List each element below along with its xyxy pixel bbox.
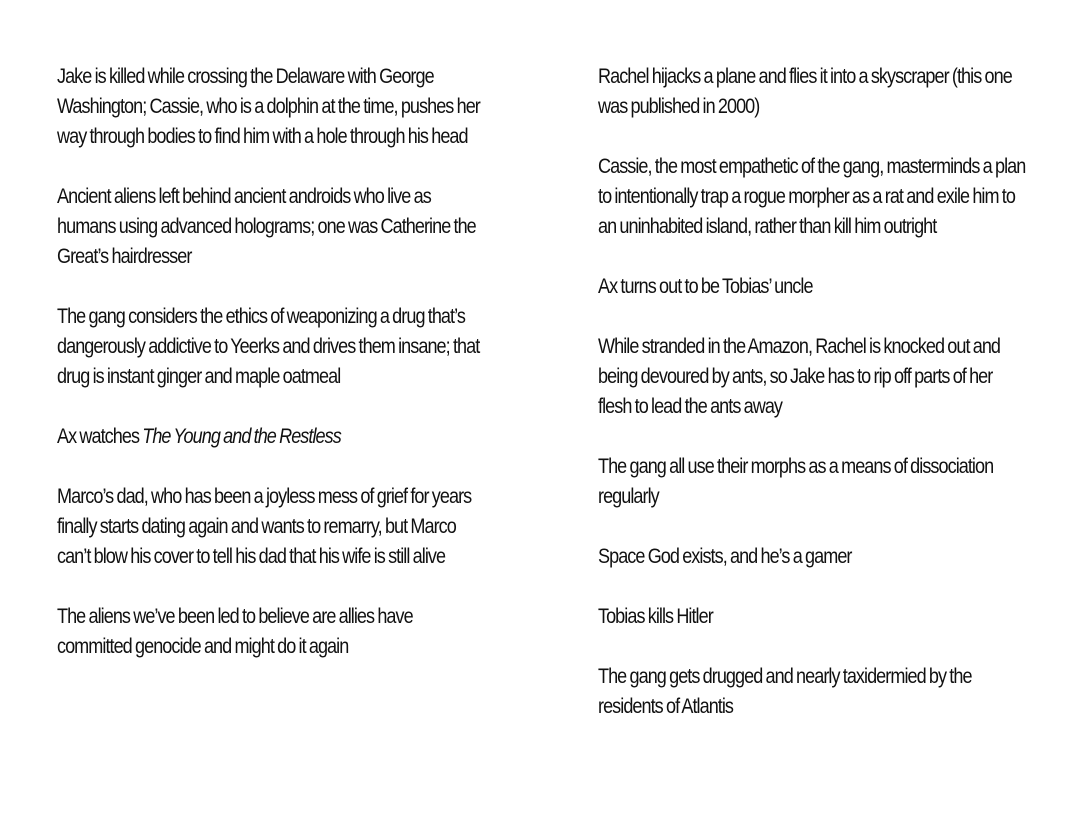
list-item: The aliens we’ve been led to believe are allies have committed genocide and might do it again <box>57 605 413 658</box>
list-item: Rachel hijacks a plane and flies it into a skyscraper (this one was published in 2000) <box>598 65 1012 118</box>
left-column <box>57 62 487 692</box>
list-item: Jake is killed while crossing the Delaware with George Washington; Cassie, who is a dolphin at the time, pushes her way through bodies to find him with a hole through his head <box>57 65 480 148</box>
list-item: Space God exists, and he’s a gamer <box>598 545 852 568</box>
list-item: The gang all use their morphs as a means of dissociation regularly <box>598 455 994 508</box>
list-item <box>57 422 487 452</box>
list-item: Tobias kills Hitler <box>598 605 713 628</box>
list-item: Ax turns out to be Tobias’ uncle <box>598 275 813 298</box>
list-item-prefix: Ax watches <box>57 425 143 448</box>
list-item: Cassie, the most empathetic of the gang, masterminds a plan to intentionally trap a rogue morpher as a rat and exile him to an uninhabited island, rather than kill him outright <box>598 155 1026 238</box>
list-item: Ancient aliens left behind ancient androids who live as humans using advanced holograms; one was Catherine the Great’s hairdresser <box>57 185 476 268</box>
list-item: While stranded in the Amazon, Rachel is knocked out and being devoured by ants, so Jake has to rip off parts of her flesh to lead the ants away <box>598 335 1001 418</box>
right-column <box>598 62 1028 752</box>
show-title: The Young and the Restless <box>142 425 341 448</box>
list-item: The gang gets drugged and nearly taxidermied by the residents of Atlantis <box>598 665 972 718</box>
list-item: The gang considers the ethics of weaponizing a drug that’s dangerously addictive to Yeerks and drives them insane; that drug is instant ginger and maple oatmeal <box>57 305 480 388</box>
list-item: Marco’s dad, who has been a joyless mess of grief for years finally starts dating again and wants to remarry, but Marco can’t blow his cover to tell his dad that his wife is still alive <box>57 485 472 568</box>
